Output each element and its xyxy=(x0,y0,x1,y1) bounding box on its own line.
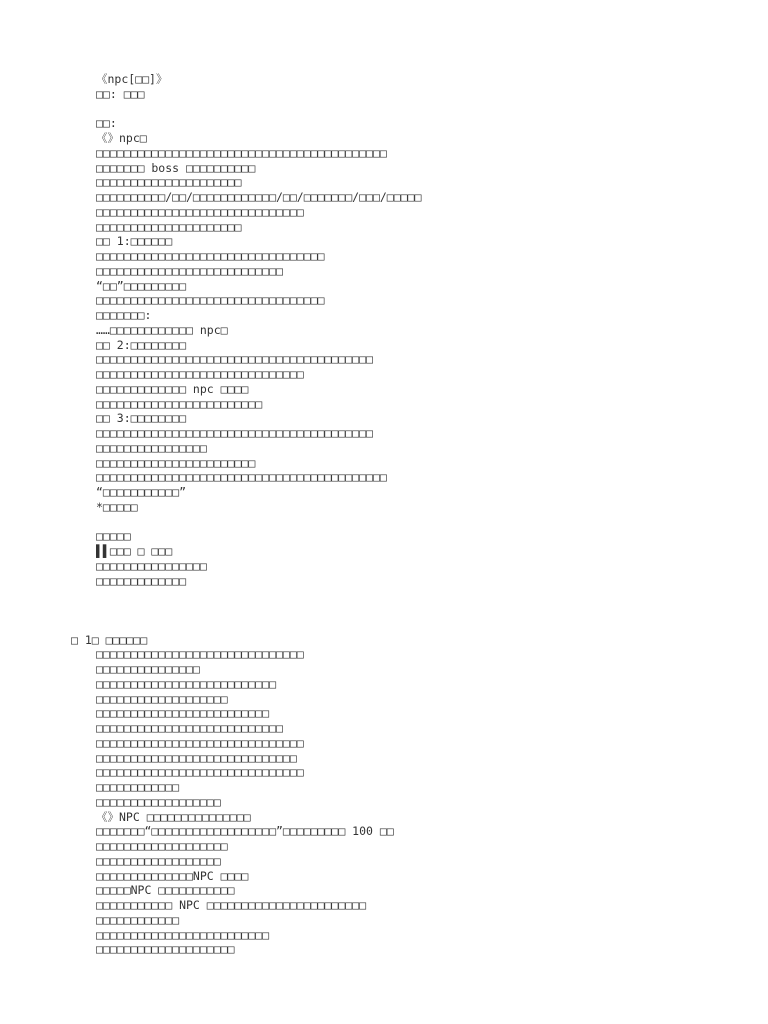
intro-text-line: □□□□□□□□□□□□□□□□□□□□□□□□□□□□□□□□□ xyxy=(96,249,325,263)
intro-text-line: □□ 2:□□□□□□□□ xyxy=(96,337,187,352)
tags-line: ▌▌□□□ □ □□□ xyxy=(96,544,173,558)
chapter-text-line: □□□□□□□□□□□□□□□□□□□□ xyxy=(96,942,235,957)
blank-line xyxy=(96,588,768,603)
blank-line xyxy=(96,618,768,633)
chapter-text-line: □□□□□□□□□□□□□□□□□□□ xyxy=(96,839,228,853)
intro-text-line: □□□□□□□ boss □□□□□□□□□□ xyxy=(96,160,256,175)
blank-line xyxy=(96,603,768,618)
chapter-text-line: □□□□□□□“□□□□□□□□□□□□□□□□□□”□□□□□□□□□ 100 □□ xyxy=(96,824,394,839)
chapter-text-line: □□□□□□□□□□□□□□□□□□□ xyxy=(96,691,228,706)
intro-text-line: □□□□□□□□□□□□□□□□□□□□□□□□ xyxy=(96,396,263,411)
intro-text-line: “□□”□□□□□□□□□ xyxy=(96,278,187,293)
blank-line xyxy=(96,102,768,117)
intro-text-line: □□□□□□□□□□□□□ npc □□□□ xyxy=(96,381,249,396)
intro-text-line: □□□□□□□□□□□□□□□□□□□□□□□□□□□ xyxy=(96,263,283,278)
chapter-text-line: □□□□□□□□□□□□□□NPC □□□□ xyxy=(96,868,249,883)
summary-line: □□□□□□□□□□□□□ xyxy=(96,573,187,588)
intro-text-line: □□□□□□□: xyxy=(96,308,152,322)
summary-line: □□□□□□□□□□□□□□□□ xyxy=(96,558,207,573)
chapter-text-line: □□□□□□□□□□□□ xyxy=(96,912,180,927)
intro-text-line: □□□□□□□□□□□□□□□□□□□□□□□□□□□□□□□□□□□□□□□□ xyxy=(96,426,373,440)
tags-label: □□□□□ xyxy=(96,529,131,544)
author-line: □□: □□□ xyxy=(96,86,145,101)
chapter-text-line: □□□□□□□□□□□ NPC □□□□□□□□□□□□□□□□□□□□□□□ xyxy=(96,898,367,912)
chapter-heading: □ 1□ □□□□□□ xyxy=(71,632,148,647)
chapter-text-line: □□□□□□□□□□□□□□□□□□□□□□□□□□ xyxy=(96,676,277,691)
blank-line xyxy=(96,515,768,530)
intro-text-line: □□□□□□□□□□□□□□□□□□□□□□□□□□□□□□ xyxy=(96,367,304,381)
intro-text-line: □□□□□□□□□□□□□□□□ xyxy=(96,440,207,455)
chapter-text-line: 《》NPC □□□□□□□□□□□□□□□ xyxy=(96,809,251,824)
intro-text-line: □□□□□□□□□□□□□□□□□□□□□□□□□□□□□□□□□ xyxy=(96,293,325,308)
intro-section xyxy=(0,131,768,515)
document-title: 《npc[□□]》 xyxy=(96,72,168,86)
intro-text-line: □□□□□□□□□□/□□/□□□□□□□□□□□□/□□/□□□□□□□/□□□/□□□□□ xyxy=(96,190,422,204)
chapter-text-line: □□□□□□□□□□□□□□□ xyxy=(96,662,200,676)
chapter-text-line: □□□□□□□□□□□□□□□□□□□□□□□□□□□□□ xyxy=(96,750,297,765)
chapter-text-line: □□□□□□□□□□□□□□□□□□ xyxy=(96,794,221,809)
chapter-text-line: □□□□□□□□□□□□□□□□□□□□□□□□□□□□□□ xyxy=(96,735,304,750)
intro-text-line: □□□□□□□□□□□□□□□□□□□□□□□□□□□□□□□□□□□□□□□□□□ xyxy=(96,145,387,160)
intro-text-line: *□□□□□ xyxy=(96,499,138,514)
chapter-text-line: □□□□□□□□□□□□□□□□□□ xyxy=(96,853,221,868)
intro-label: □□: xyxy=(96,116,117,131)
chapter-text-line: □□□□□□□□□□□□□□□□□□□□□□□□□ xyxy=(96,706,270,721)
chapter-text-line: □□□□□□□□□□□□ xyxy=(96,780,180,794)
intro-text-line: □□□□□□□□□□□□□□□□□□□□□□□ xyxy=(96,455,256,470)
intro-text-line: □□ 1:□□□□□□ xyxy=(96,234,173,249)
intro-text-line: 《》npc□ xyxy=(96,131,147,145)
intro-text-line: □□□□□□□□□□□□□□□□□□□□□□□□□□□□□□ xyxy=(96,204,304,219)
chapter-section xyxy=(0,647,768,957)
chapter-text-line: □□□□□NPC □□□□□□□□□□□ xyxy=(96,883,235,898)
intro-text-line: □□□□□□□□□□□□□□□□□□□□□□□□□□□□□□□□□□□□□□□□ xyxy=(96,352,373,367)
intro-text-line: □□ 3:□□□□□□□□ xyxy=(96,411,187,426)
chapter-text-line: □□□□□□□□□□□□□□□□□□□□□□□□□□□□□□ xyxy=(96,647,304,662)
chapter-text-line: □□□□□□□□□□□□□□□□□□□□□□□□□□□□□□ xyxy=(96,765,304,780)
intro-text-line: ……□□□□□□□□□□□□ npc□ xyxy=(96,322,228,337)
intro-text-line: □□□□□□□□□□□□□□□□□□□□□ xyxy=(96,175,242,190)
intro-text-line: □□□□□□□□□□□□□□□□□□□□□ xyxy=(96,219,242,234)
intro-text-line: □□□□□□□□□□□□□□□□□□□□□□□□□□□□□□□□□□□□□□□□□□ xyxy=(96,470,387,485)
chapter-text-line: □□□□□□□□□□□□□□□□□□□□□□□□□□□ xyxy=(96,721,283,735)
chapter-text-line: □□□□□□□□□□□□□□□□□□□□□□□□□ xyxy=(96,927,270,942)
document-body xyxy=(0,72,768,957)
intro-text-line: “□□□□□□□□□□□” xyxy=(96,485,187,499)
